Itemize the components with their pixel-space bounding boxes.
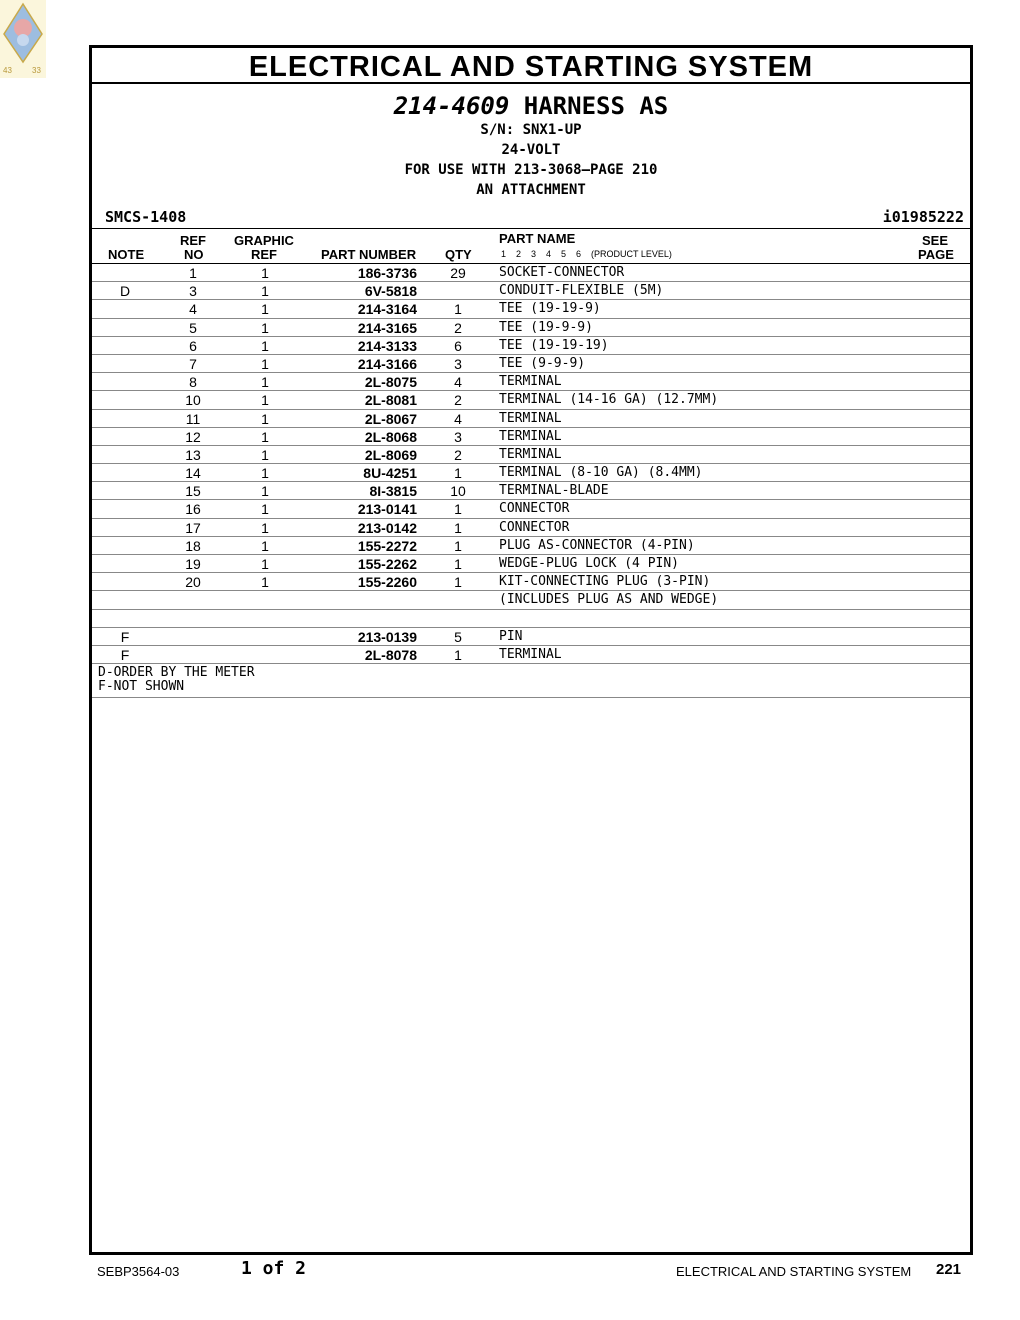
row-part-number: 155-2262 [357,556,417,572]
row-ref-no: 11 [185,410,201,427]
table-row [92,464,970,482]
row-qty: 1 [454,646,462,663]
row-qty: 6 [454,337,462,354]
table-row [92,391,970,409]
row-graphic-ref: 1 [261,574,269,591]
table-row [92,482,970,500]
table-row [92,646,970,664]
row-ref-no: 19 [185,556,201,572]
col-part-number: PART NUMBER [321,247,417,262]
table-row [92,264,970,282]
row-part-name: CONDUIT-FLEXIBLE (5M) [499,283,664,299]
col-graphic-bottom: REF [251,247,277,262]
row-part-number: 2L-8067 [364,410,417,427]
table-row [92,537,970,555]
row-graphic-ref: 1 [261,374,269,391]
table-row [92,628,970,646]
row-qty: 1 [454,501,462,518]
row-ref-no: 7 [189,355,197,372]
row-part-name: PLUG AS-CONNECTOR (4-PIN) [499,537,695,553]
row-part-number: 214-3165 [357,319,417,336]
row-part-number: 213-0142 [357,519,417,536]
table-row [92,573,970,591]
row-part-name: TERMINAL [499,374,562,390]
table-row [92,519,970,537]
page-number: 221 [936,1261,962,1278]
row-part-name: TEE (19-19-19) [499,337,609,353]
table-row [92,500,970,518]
row-part-name: TEE (19-19-9) [499,301,601,317]
row-part-name: KIT-CONNECTING PLUG (3-PIN) [499,574,711,590]
row-part-number: 155-2260 [357,574,417,591]
row-part-number: 8I-3815 [369,483,417,500]
table-row [92,610,970,628]
svg-text:33: 33 [32,66,41,75]
row-note: F [120,646,130,663]
col-ref-bottom: NO [184,247,204,262]
parts-frame [89,45,973,1255]
parts-table [92,264,970,664]
row-ref-no: 13 [185,446,201,463]
table-row [92,319,970,337]
smcs-code: SMCS-1408 [105,208,187,226]
serial-range: S/N: SNX1-UP [480,122,582,138]
publisher-logo-icon [0,0,46,78]
row-qty: 4 [454,374,462,391]
row-part-number: 2L-8075 [364,374,417,391]
row-graphic-ref: 1 [261,410,269,427]
table-row [92,446,970,464]
row-part-name: TERMINAL (8-10 GA) (8.4MM) [499,465,703,481]
harness-part-number: 214-4609 [393,92,510,120]
row-ref-no: 16 [185,501,201,518]
harness-title [92,92,970,120]
row-part-name: PIN [499,628,523,644]
row-part-name: TERMINAL [499,446,562,462]
row-qty: 2 [454,446,462,463]
table-row [92,555,970,573]
page-count: 1 of 2 [241,1258,307,1279]
section-name: ELECTRICAL AND STARTING SYSTEM [676,1264,912,1279]
row-qty: 1 [454,574,462,591]
row-part-name: (INCLUDES PLUG AS AND WEDGE) [499,592,719,608]
col-product-level: 1 2 3 4 5 6 (PRODUCT LEVEL) [501,249,672,259]
row-note: D [119,283,131,300]
row-ref-no: 4 [189,301,197,318]
row-graphic-ref: 1 [261,501,269,518]
table-row [92,410,970,428]
row-part-number: 2L-8068 [364,428,417,445]
row-part-number: 213-0141 [357,501,417,518]
row-part-number: 214-3133 [357,337,417,354]
row-part-number: 186-3736 [357,265,417,281]
row-qty: 1 [454,556,462,572]
row-qty: 5 [454,628,462,645]
notes [92,664,970,698]
page-footer [0,1258,1020,1282]
illustration-id: i01985222 [882,208,964,226]
voltage: 24-VOLT [501,142,561,158]
row-graphic-ref: 1 [261,265,269,281]
row-part-name: WEDGE-PLUG LOCK (4 PIN) [499,556,680,571]
row-graphic-ref: 1 [261,392,269,409]
page-title: ELECTRICAL AND STARTING SYSTEM [92,48,970,84]
row-qty: 1 [454,301,462,318]
row-ref-no: 5 [189,319,197,336]
row-ref-no: 17 [185,519,201,536]
row-graphic-ref: 1 [261,483,269,500]
row-part-number: 214-3164 [357,301,417,318]
table-row [92,428,970,446]
attachment: AN ATTACHMENT [476,182,586,198]
row-qty: 29 [450,265,466,281]
row-ref-no: 1 [189,265,197,281]
col-ref-top: REF [180,233,206,248]
row-part-name: TERMINAL [499,428,562,444]
harness-header [92,84,970,229]
row-ref-no: 20 [185,574,201,591]
row-qty: 4 [454,410,462,427]
row-part-number: 213-0139 [357,628,417,645]
use-with: FOR USE WITH 213-3068—PAGE 210 [404,162,658,178]
row-ref-no: 15 [185,483,201,500]
doc-number: SEBP3564-03 [97,1264,180,1279]
col-see-top: SEE [922,233,949,248]
row-ref-no: 8 [189,374,197,391]
row-qty: 10 [450,483,466,500]
row-part-number: 2L-8069 [364,446,417,463]
row-graphic-ref: 1 [261,355,269,372]
row-qty: 2 [454,392,462,409]
row-part-number: 214-3166 [357,355,417,372]
row-graphic-ref: 1 [261,537,269,554]
row-qty: 3 [454,355,462,372]
row-qty: 1 [454,465,462,482]
row-qty: 1 [454,537,462,554]
table-row [92,282,970,300]
row-graphic-ref: 1 [261,319,269,336]
row-part-name: TERMINAL (14-16 GA) (12.7MM) [499,392,719,408]
row-part-name: TERMINAL-BLADE [499,483,609,499]
row-graphic-ref: 1 [261,556,269,572]
row-part-name: SOCKET-CONNECTOR [499,265,625,280]
row-qty: 3 [454,428,462,445]
col-note: NOTE [108,247,145,262]
row-part-name: TEE (9-9-9) [499,355,586,371]
col-qty: QTY [445,247,472,262]
row-ref-no: 12 [185,428,201,445]
row-part-number: 2L-8081 [364,392,417,409]
harness-name: HARNESS AS [523,92,669,120]
note-f: F-NOT SHOWN [98,679,185,695]
row-graphic-ref: 1 [261,519,269,536]
row-part-name: CONNECTOR [499,501,570,517]
row-qty: 1 [454,519,462,536]
table-row [92,591,970,609]
svg-text:43: 43 [3,66,12,75]
row-graphic-ref: 1 [261,283,269,300]
row-part-number: 8U-4251 [363,465,417,482]
row-ref-no: 10 [185,392,201,409]
table-row [92,355,970,373]
row-graphic-ref: 1 [261,428,269,445]
row-ref-no: 3 [189,283,197,300]
table-row [92,337,970,355]
row-part-name: TERMINAL [499,646,562,662]
row-graphic-ref: 1 [261,446,269,463]
row-graphic-ref: 1 [261,337,269,354]
row-ref-no: 14 [185,465,201,482]
column-headers [92,229,970,264]
row-ref-no: 18 [185,537,201,554]
row-part-number: 2L-8078 [364,646,417,663]
row-part-name: CONNECTOR [499,519,570,535]
row-part-name: TERMINAL [499,410,562,426]
row-graphic-ref: 1 [261,465,269,482]
row-part-number: 155-2272 [357,537,417,554]
row-ref-no: 6 [189,337,197,354]
row-qty: 2 [454,319,462,336]
row-part-name: TEE (19-9-9) [499,319,593,335]
table-row [92,373,970,391]
note-d: D-ORDER BY THE METER [98,665,255,681]
row-graphic-ref: 1 [261,301,269,318]
row-note: F [120,628,130,645]
table-row [92,300,970,318]
col-graphic-top: GRAPHIC [234,233,294,248]
col-part-name: PART NAME [499,231,576,246]
row-part-number: 6V-5818 [364,283,417,300]
col-see-bottom: PAGE [918,247,954,262]
